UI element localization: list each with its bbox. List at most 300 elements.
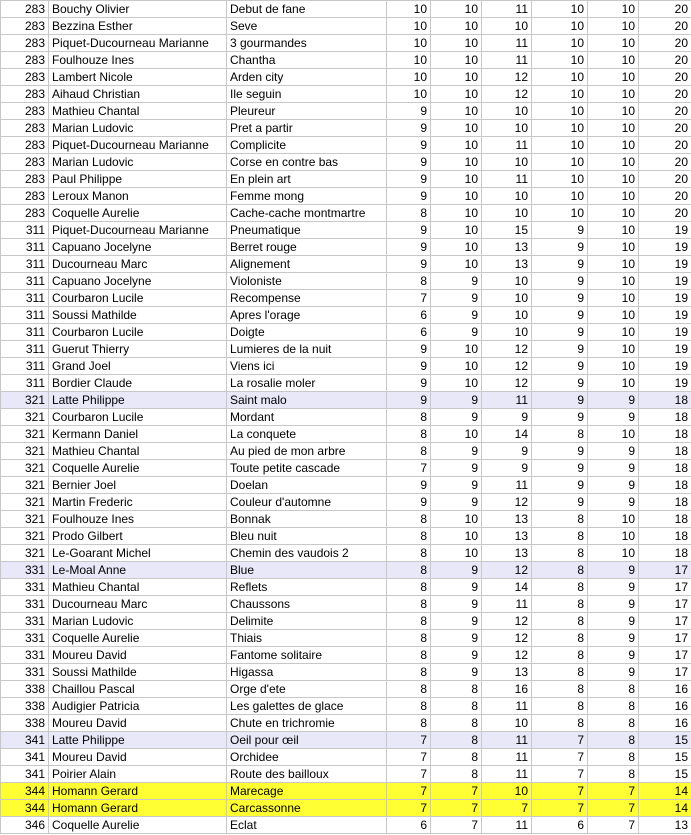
author-name-cell[interactable]: Paul Philippe (49, 171, 227, 188)
total-score-cell[interactable]: 16 (639, 698, 691, 715)
score-cell-5[interactable]: 10 (588, 290, 639, 307)
rank-cell[interactable]: 338 (1, 715, 49, 732)
author-name-cell[interactable]: Bezzina Esther (49, 18, 227, 35)
score-cell-4[interactable]: 8 (532, 596, 588, 613)
rank-cell[interactable]: 283 (1, 86, 49, 103)
score-cell-1[interactable]: 7 (387, 749, 431, 766)
score-cell-2[interactable]: 9 (431, 664, 482, 681)
rank-cell[interactable]: 331 (1, 630, 49, 647)
table-row[interactable] (1, 222, 691, 239)
author-name-cell[interactable]: Coquelle Aurelie (49, 630, 227, 647)
score-cell-4[interactable]: 10 (532, 86, 588, 103)
score-cell-5[interactable]: 8 (588, 732, 639, 749)
author-name-cell[interactable]: Foulhouze Ines (49, 511, 227, 528)
table-row[interactable] (1, 579, 691, 596)
rank-cell[interactable]: 331 (1, 579, 49, 596)
score-cell-3[interactable]: 14 (482, 579, 532, 596)
score-cell-4[interactable]: 10 (532, 171, 588, 188)
author-name-cell[interactable]: Poirier Alain (49, 766, 227, 783)
rank-cell[interactable]: 283 (1, 18, 49, 35)
score-cell-4[interactable]: 9 (532, 443, 588, 460)
score-cell-3[interactable]: 11 (482, 749, 532, 766)
total-score-cell[interactable]: 14 (639, 783, 691, 800)
score-cell-2[interactable]: 10 (431, 188, 482, 205)
score-cell-1[interactable]: 8 (387, 562, 431, 579)
rank-cell[interactable]: 321 (1, 545, 49, 562)
total-score-cell[interactable]: 18 (639, 426, 691, 443)
photo-title-cell[interactable]: Toute petite cascade (227, 460, 387, 477)
score-cell-2[interactable]: 9 (431, 307, 482, 324)
score-cell-2[interactable]: 7 (431, 783, 482, 800)
score-cell-1[interactable]: 9 (387, 375, 431, 392)
score-cell-3[interactable]: 11 (482, 35, 532, 52)
table-row[interactable] (1, 154, 691, 171)
author-name-cell[interactable]: Coquelle Aurelie (49, 205, 227, 222)
table-row[interactable] (1, 256, 691, 273)
author-name-cell[interactable]: Coquelle Aurelie (49, 817, 227, 834)
score-cell-5[interactable]: 9 (588, 477, 639, 494)
score-cell-5[interactable]: 10 (588, 171, 639, 188)
table-row[interactable] (1, 171, 691, 188)
score-cell-5[interactable]: 9 (588, 494, 639, 511)
score-cell-3[interactable]: 10 (482, 103, 532, 120)
author-name-cell[interactable]: Homann Gerard (49, 783, 227, 800)
score-cell-5[interactable]: 9 (588, 664, 639, 681)
photo-title-cell[interactable]: Bonnak (227, 511, 387, 528)
score-cell-4[interactable]: 9 (532, 256, 588, 273)
score-cell-2[interactable]: 8 (431, 698, 482, 715)
author-name-cell[interactable]: Piquet-Ducourneau Marianne (49, 35, 227, 52)
score-cell-2[interactable]: 10 (431, 205, 482, 222)
table-row[interactable] (1, 800, 691, 817)
table-row[interactable] (1, 460, 691, 477)
score-cell-5[interactable]: 10 (588, 545, 639, 562)
author-name-cell[interactable]: Courbaron Lucile (49, 290, 227, 307)
photo-title-cell[interactable]: 3 gourmandes (227, 35, 387, 52)
total-score-cell[interactable]: 19 (639, 375, 691, 392)
rank-cell[interactable]: 311 (1, 375, 49, 392)
score-cell-3[interactable]: 9 (482, 409, 532, 426)
photo-title-cell[interactable]: Orchidee (227, 749, 387, 766)
author-name-cell[interactable]: Moureu David (49, 749, 227, 766)
photo-title-cell[interactable]: Blue (227, 562, 387, 579)
table-row[interactable] (1, 324, 691, 341)
score-cell-4[interactable]: 9 (532, 307, 588, 324)
score-cell-3[interactable]: 12 (482, 375, 532, 392)
total-score-cell[interactable]: 20 (639, 205, 691, 222)
score-cell-2[interactable]: 9 (431, 613, 482, 630)
score-cell-1[interactable]: 8 (387, 205, 431, 222)
rank-cell[interactable]: 341 (1, 732, 49, 749)
score-cell-3[interactable]: 7 (482, 800, 532, 817)
total-score-cell[interactable]: 20 (639, 1, 691, 18)
score-cell-2[interactable]: 8 (431, 732, 482, 749)
score-cell-2[interactable]: 9 (431, 460, 482, 477)
score-cell-2[interactable]: 10 (431, 426, 482, 443)
rank-cell[interactable]: 321 (1, 409, 49, 426)
score-cell-3[interactable]: 13 (482, 511, 532, 528)
score-cell-5[interactable]: 9 (588, 562, 639, 579)
score-cell-1[interactable]: 10 (387, 86, 431, 103)
score-cell-3[interactable]: 13 (482, 528, 532, 545)
score-cell-3[interactable]: 11 (482, 732, 532, 749)
score-cell-3[interactable]: 12 (482, 341, 532, 358)
score-cell-3[interactable]: 13 (482, 545, 532, 562)
table-row[interactable] (1, 647, 691, 664)
photo-title-cell[interactable]: Delimite (227, 613, 387, 630)
score-cell-3[interactable]: 11 (482, 1, 532, 18)
author-name-cell[interactable]: Lambert Nicole (49, 69, 227, 86)
total-score-cell[interactable]: 18 (639, 409, 691, 426)
score-cell-2[interactable]: 10 (431, 341, 482, 358)
score-cell-1[interactable]: 7 (387, 732, 431, 749)
photo-title-cell[interactable]: Higassa (227, 664, 387, 681)
rank-cell[interactable]: 311 (1, 273, 49, 290)
score-cell-3[interactable]: 10 (482, 273, 532, 290)
table-row[interactable] (1, 188, 691, 205)
score-cell-2[interactable]: 9 (431, 596, 482, 613)
score-cell-5[interactable]: 10 (588, 307, 639, 324)
score-cell-3[interactable]: 9 (482, 460, 532, 477)
total-score-cell[interactable]: 20 (639, 154, 691, 171)
score-cell-1[interactable]: 8 (387, 426, 431, 443)
score-cell-3[interactable]: 11 (482, 477, 532, 494)
score-cell-1[interactable]: 8 (387, 613, 431, 630)
score-cell-5[interactable]: 10 (588, 426, 639, 443)
score-cell-5[interactable]: 8 (588, 698, 639, 715)
score-cell-4[interactable]: 10 (532, 188, 588, 205)
table-row[interactable] (1, 494, 691, 511)
score-cell-4[interactable]: 8 (532, 647, 588, 664)
score-cell-5[interactable]: 10 (588, 511, 639, 528)
table-row[interactable] (1, 307, 691, 324)
author-name-cell[interactable]: Coquelle Aurelie (49, 460, 227, 477)
score-cell-2[interactable]: 10 (431, 69, 482, 86)
score-cell-2[interactable]: 7 (431, 817, 482, 834)
author-name-cell[interactable]: Piquet-Ducourneau Marianne (49, 222, 227, 239)
author-name-cell[interactable]: Bouchy Olivier (49, 1, 227, 18)
score-cell-1[interactable]: 8 (387, 647, 431, 664)
score-cell-4[interactable]: 9 (532, 341, 588, 358)
score-cell-2[interactable]: 10 (431, 18, 482, 35)
score-cell-1[interactable]: 9 (387, 222, 431, 239)
score-cell-4[interactable]: 8 (532, 528, 588, 545)
score-cell-4[interactable]: 9 (532, 222, 588, 239)
score-cell-3[interactable]: 12 (482, 562, 532, 579)
table-row[interactable] (1, 545, 691, 562)
score-cell-3[interactable]: 11 (482, 698, 532, 715)
table-row[interactable] (1, 375, 691, 392)
score-cell-4[interactable]: 10 (532, 205, 588, 222)
score-cell-1[interactable]: 8 (387, 715, 431, 732)
total-score-cell[interactable]: 20 (639, 86, 691, 103)
score-cell-2[interactable]: 9 (431, 290, 482, 307)
photo-title-cell[interactable]: Arden city (227, 69, 387, 86)
table-row[interactable] (1, 273, 691, 290)
total-score-cell[interactable]: 18 (639, 511, 691, 528)
total-score-cell[interactable]: 19 (639, 324, 691, 341)
author-name-cell[interactable]: Latte Philippe (49, 732, 227, 749)
score-cell-1[interactable]: 7 (387, 766, 431, 783)
photo-title-cell[interactable]: Doigte (227, 324, 387, 341)
total-score-cell[interactable]: 20 (639, 137, 691, 154)
score-cell-1[interactable]: 10 (387, 52, 431, 69)
rank-cell[interactable]: 341 (1, 749, 49, 766)
rank-cell[interactable]: 321 (1, 528, 49, 545)
score-cell-5[interactable]: 10 (588, 35, 639, 52)
photo-title-cell[interactable]: Chemin des vaudois 2 (227, 545, 387, 562)
score-cell-4[interactable]: 8 (532, 613, 588, 630)
total-score-cell[interactable]: 18 (639, 477, 691, 494)
photo-title-cell[interactable]: Reflets (227, 579, 387, 596)
rank-cell[interactable]: 283 (1, 205, 49, 222)
author-name-cell[interactable]: Moureu David (49, 647, 227, 664)
score-cell-3[interactable]: 11 (482, 137, 532, 154)
table-row[interactable] (1, 698, 691, 715)
rank-cell[interactable]: 311 (1, 341, 49, 358)
table-row[interactable] (1, 1, 691, 18)
photo-title-cell[interactable]: Eclat (227, 817, 387, 834)
score-cell-5[interactable]: 9 (588, 596, 639, 613)
score-cell-3[interactable]: 12 (482, 69, 532, 86)
table-row[interactable] (1, 715, 691, 732)
score-cell-2[interactable]: 10 (431, 375, 482, 392)
author-name-cell[interactable]: Mathieu Chantal (49, 579, 227, 596)
score-cell-5[interactable]: 9 (588, 647, 639, 664)
photo-title-cell[interactable]: Les galettes de glace (227, 698, 387, 715)
total-score-cell[interactable]: 20 (639, 52, 691, 69)
rank-cell[interactable]: 321 (1, 460, 49, 477)
table-row[interactable] (1, 358, 691, 375)
total-score-cell[interactable]: 18 (639, 460, 691, 477)
score-cell-2[interactable]: 9 (431, 273, 482, 290)
rank-cell[interactable]: 311 (1, 256, 49, 273)
table-row[interactable] (1, 409, 691, 426)
author-name-cell[interactable]: Bernier Joel (49, 477, 227, 494)
photo-title-cell[interactable]: Route des bailloux (227, 766, 387, 783)
score-cell-5[interactable]: 9 (588, 579, 639, 596)
rank-cell[interactable]: 283 (1, 120, 49, 137)
score-cell-2[interactable]: 9 (431, 494, 482, 511)
score-cell-2[interactable]: 10 (431, 52, 482, 69)
total-score-cell[interactable]: 18 (639, 443, 691, 460)
total-score-cell[interactable]: 20 (639, 18, 691, 35)
score-cell-5[interactable]: 7 (588, 800, 639, 817)
author-name-cell[interactable]: Piquet-Ducourneau Marianne (49, 137, 227, 154)
author-name-cell[interactable]: Bordier Claude (49, 375, 227, 392)
total-score-cell[interactable]: 17 (639, 613, 691, 630)
photo-title-cell[interactable]: Seve (227, 18, 387, 35)
author-name-cell[interactable]: Prodo Gilbert (49, 528, 227, 545)
score-cell-2[interactable]: 10 (431, 511, 482, 528)
score-cell-5[interactable]: 8 (588, 766, 639, 783)
score-cell-1[interactable]: 10 (387, 18, 431, 35)
rank-cell[interactable]: 283 (1, 103, 49, 120)
score-cell-1[interactable]: 8 (387, 596, 431, 613)
author-name-cell[interactable]: Leroux Manon (49, 188, 227, 205)
rank-cell[interactable]: 331 (1, 664, 49, 681)
score-cell-1[interactable]: 8 (387, 698, 431, 715)
rank-cell[interactable]: 341 (1, 766, 49, 783)
score-cell-1[interactable]: 8 (387, 630, 431, 647)
score-cell-4[interactable]: 9 (532, 409, 588, 426)
score-cell-5[interactable]: 8 (588, 681, 639, 698)
author-name-cell[interactable]: Marian Ludovic (49, 154, 227, 171)
score-cell-1[interactable]: 10 (387, 69, 431, 86)
author-name-cell[interactable]: Mathieu Chantal (49, 443, 227, 460)
score-cell-5[interactable]: 10 (588, 52, 639, 69)
photo-title-cell[interactable]: Viens ici (227, 358, 387, 375)
score-cell-1[interactable]: 9 (387, 239, 431, 256)
score-cell-5[interactable]: 10 (588, 239, 639, 256)
photo-title-cell[interactable]: Couleur d'automne (227, 494, 387, 511)
score-cell-3[interactable]: 10 (482, 783, 532, 800)
score-cell-4[interactable]: 9 (532, 273, 588, 290)
score-cell-4[interactable]: 9 (532, 460, 588, 477)
score-cell-2[interactable]: 10 (431, 35, 482, 52)
table-row[interactable] (1, 52, 691, 69)
total-score-cell[interactable]: 20 (639, 171, 691, 188)
score-cell-3[interactable]: 11 (482, 766, 532, 783)
table-row[interactable] (1, 562, 691, 579)
score-cell-3[interactable]: 13 (482, 664, 532, 681)
score-cell-3[interactable]: 12 (482, 647, 532, 664)
total-score-cell[interactable]: 19 (639, 239, 691, 256)
rank-cell[interactable]: 331 (1, 647, 49, 664)
score-cell-1[interactable]: 10 (387, 35, 431, 52)
score-cell-2[interactable]: 10 (431, 222, 482, 239)
table-row[interactable] (1, 528, 691, 545)
rank-cell[interactable]: 283 (1, 171, 49, 188)
score-cell-5[interactable]: 10 (588, 69, 639, 86)
table-row[interactable] (1, 120, 691, 137)
score-cell-5[interactable]: 9 (588, 460, 639, 477)
score-cell-1[interactable]: 8 (387, 579, 431, 596)
photo-title-cell[interactable]: Apres l'orage (227, 307, 387, 324)
score-cell-1[interactable]: 7 (387, 290, 431, 307)
photo-title-cell[interactable]: Chantha (227, 52, 387, 69)
score-cell-2[interactable]: 7 (431, 800, 482, 817)
total-score-cell[interactable]: 17 (639, 630, 691, 647)
table-row[interactable] (1, 630, 691, 647)
table-row[interactable] (1, 290, 691, 307)
table-row[interactable] (1, 817, 691, 834)
score-cell-4[interactable]: 10 (532, 35, 588, 52)
score-cell-1[interactable]: 9 (387, 120, 431, 137)
score-cell-5[interactable]: 10 (588, 86, 639, 103)
photo-title-cell[interactable]: Oeil pour œil (227, 732, 387, 749)
score-cell-5[interactable]: 10 (588, 103, 639, 120)
score-cell-4[interactable]: 9 (532, 358, 588, 375)
total-score-cell[interactable]: 18 (639, 528, 691, 545)
score-cell-5[interactable]: 9 (588, 613, 639, 630)
score-cell-1[interactable]: 9 (387, 392, 431, 409)
rank-cell[interactable]: 283 (1, 52, 49, 69)
score-cell-4[interactable]: 8 (532, 511, 588, 528)
total-score-cell[interactable]: 19 (639, 256, 691, 273)
photo-title-cell[interactable]: Marecage (227, 783, 387, 800)
score-cell-1[interactable]: 8 (387, 273, 431, 290)
author-name-cell[interactable]: Latte Philippe (49, 392, 227, 409)
score-cell-2[interactable]: 9 (431, 477, 482, 494)
author-name-cell[interactable]: Moureu David (49, 715, 227, 732)
score-cell-3[interactable]: 12 (482, 494, 532, 511)
score-cell-2[interactable]: 10 (431, 358, 482, 375)
total-score-cell[interactable]: 19 (639, 273, 691, 290)
score-cell-3[interactable]: 12 (482, 358, 532, 375)
score-cell-4[interactable]: 10 (532, 103, 588, 120)
total-score-cell[interactable]: 20 (639, 120, 691, 137)
score-cell-3[interactable]: 11 (482, 817, 532, 834)
author-name-cell[interactable]: Soussi Mathilde (49, 664, 227, 681)
author-name-cell[interactable]: Capuano Jocelyne (49, 273, 227, 290)
author-name-cell[interactable]: Foulhouze Ines (49, 52, 227, 69)
score-cell-2[interactable]: 9 (431, 647, 482, 664)
author-name-cell[interactable]: Aihaud Christian (49, 86, 227, 103)
rank-cell[interactable]: 331 (1, 613, 49, 630)
table-row[interactable] (1, 69, 691, 86)
score-cell-3[interactable]: 16 (482, 681, 532, 698)
score-cell-4[interactable]: 10 (532, 137, 588, 154)
total-score-cell[interactable]: 18 (639, 545, 691, 562)
score-cell-4[interactable]: 9 (532, 494, 588, 511)
table-row[interactable] (1, 392, 691, 409)
score-cell-5[interactable]: 10 (588, 205, 639, 222)
rank-cell[interactable]: 338 (1, 681, 49, 698)
score-cell-4[interactable]: 10 (532, 69, 588, 86)
photo-title-cell[interactable]: Debut de fane (227, 1, 387, 18)
score-cell-3[interactable]: 13 (482, 256, 532, 273)
author-name-cell[interactable]: Courbaron Lucile (49, 324, 227, 341)
rank-cell[interactable]: 344 (1, 800, 49, 817)
score-cell-1[interactable]: 8 (387, 528, 431, 545)
rank-cell[interactable]: 283 (1, 1, 49, 18)
rank-cell[interactable]: 321 (1, 511, 49, 528)
score-cell-1[interactable]: 9 (387, 171, 431, 188)
photo-title-cell[interactable]: En plein art (227, 171, 387, 188)
score-cell-3[interactable]: 12 (482, 86, 532, 103)
table-row[interactable] (1, 205, 691, 222)
photo-title-cell[interactable]: Corse en contre bas (227, 154, 387, 171)
score-cell-3[interactable]: 9 (482, 443, 532, 460)
score-cell-3[interactable]: 12 (482, 613, 532, 630)
photo-title-cell[interactable]: Ile seguin (227, 86, 387, 103)
score-cell-2[interactable]: 9 (431, 324, 482, 341)
score-cell-1[interactable]: 7 (387, 460, 431, 477)
score-cell-5[interactable]: 10 (588, 137, 639, 154)
score-cell-1[interactable]: 9 (387, 256, 431, 273)
photo-title-cell[interactable]: Complicite (227, 137, 387, 154)
score-cell-4[interactable]: 7 (532, 800, 588, 817)
score-cell-3[interactable]: 10 (482, 290, 532, 307)
rank-cell[interactable]: 283 (1, 188, 49, 205)
rank-cell[interactable]: 321 (1, 426, 49, 443)
table-row[interactable] (1, 239, 691, 256)
score-cell-5[interactable]: 9 (588, 392, 639, 409)
score-cell-2[interactable]: 8 (431, 681, 482, 698)
photo-title-cell[interactable]: Carcassonne (227, 800, 387, 817)
score-cell-1[interactable]: 9 (387, 137, 431, 154)
score-cell-1[interactable]: 6 (387, 817, 431, 834)
total-score-cell[interactable]: 15 (639, 749, 691, 766)
score-cell-2[interactable]: 10 (431, 1, 482, 18)
total-score-cell[interactable]: 13 (639, 817, 691, 834)
score-cell-1[interactable]: 8 (387, 511, 431, 528)
score-cell-5[interactable]: 10 (588, 188, 639, 205)
score-cell-2[interactable]: 9 (431, 562, 482, 579)
score-cell-5[interactable]: 10 (588, 120, 639, 137)
author-name-cell[interactable]: Kermann Daniel (49, 426, 227, 443)
